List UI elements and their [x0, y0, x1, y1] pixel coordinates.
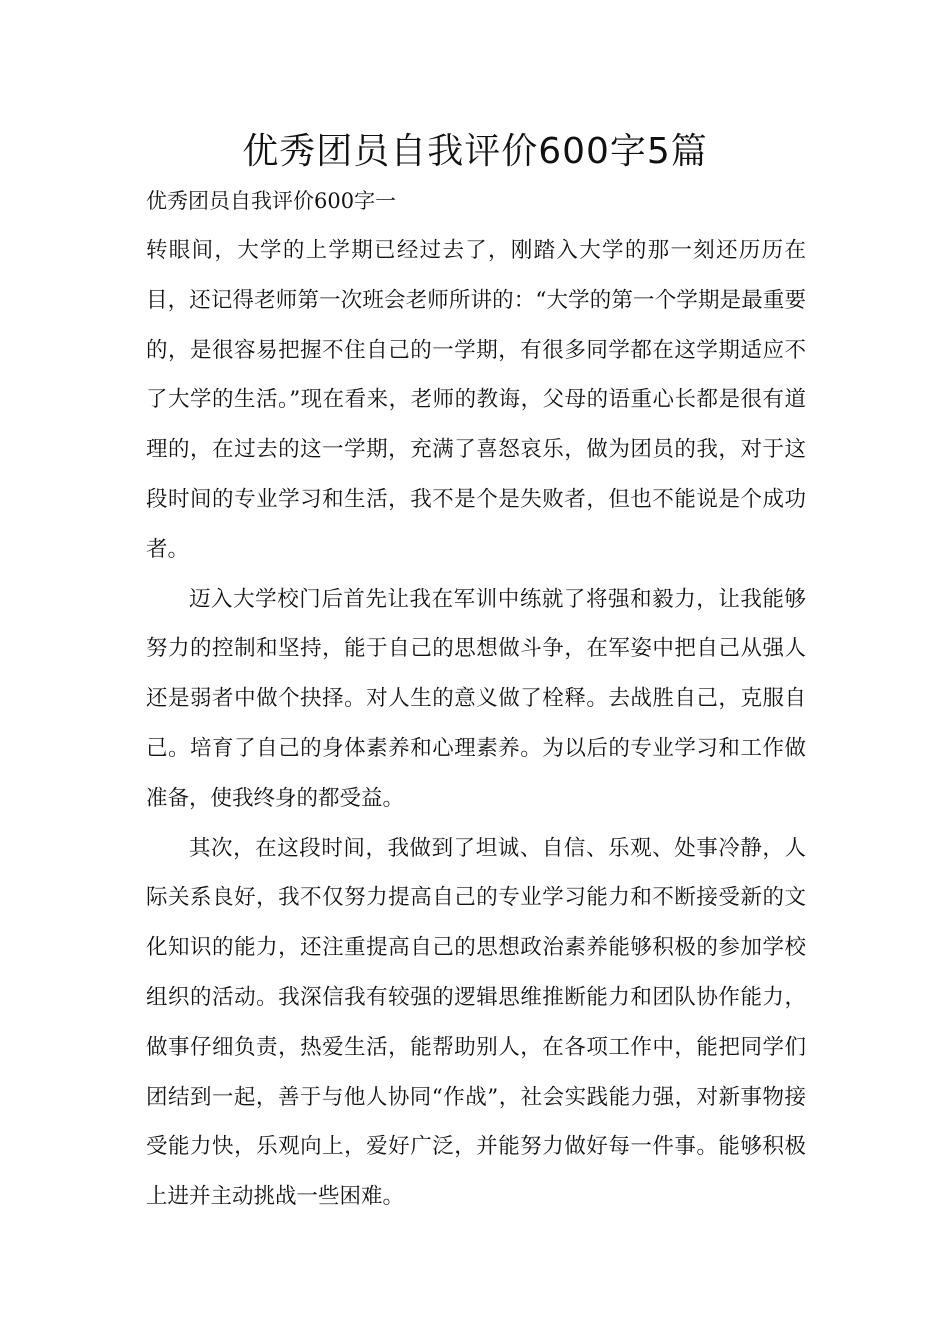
- document-body: [146, 226, 806, 1222]
- paragraph-2: 迈入大学校门后首先让我在军训中练就了将强和毅力，让我能够努力的控制和坚持，能于自己的思想做斗争，在军姿中把自己从强人还是弱者中做个抉择。对人生的意义做了栓释。去战胜自己，克服自己。培育了自己的身体素养和心理素养。为以后的专业学习和工作做准备，使我终身的都受益。: [146, 586, 806, 811]
- document-title: 优秀团员自我评价600字5篇: [242, 131, 708, 172]
- paragraph-1: 转眼间，大学的上学期已经过去了，刚踏入大学的那一刻还历历在目，还记得老师第一次班会老师所讲的：“大学的第一个学期是最重要的，是很容易把握不住自己的一学期，有很多同学都在这学期适应不了大学的生活。”现在看来，老师的教诲，父母的语重心长都是很有道理的，在过去的这一学期，充满了喜怒哀乐，做为团员的我，对于这段时间的专业学习和生活，我不是个是失败者，但也不能说是个成功者。: [146, 238, 806, 562]
- section-heading: 优秀团员自我评价600字一: [146, 189, 397, 213]
- paragraph-3: 其次，在这段时间，我做到了坦诚、自信、乐观、处事冷静，人际关系良好，我不仅努力提高自己的专业学习能力和不断接受新的文化知识的能力，还注重提高自己的思想政治素养能够积极的参加学校组织的活动。我深信我有较强的逻辑思维推断能力和团队协作能力，做事仔细负责，热爱生活，能帮助别人，在各项工作中，能把同学们团结到一起，善于与他人协同“作战”，社会实践能力强，对新事物接受能力快，乐观向上，爱好广泛，并能努力做好每一件事。能够积极上进并主动挑战一些困难。: [146, 835, 806, 1210]
